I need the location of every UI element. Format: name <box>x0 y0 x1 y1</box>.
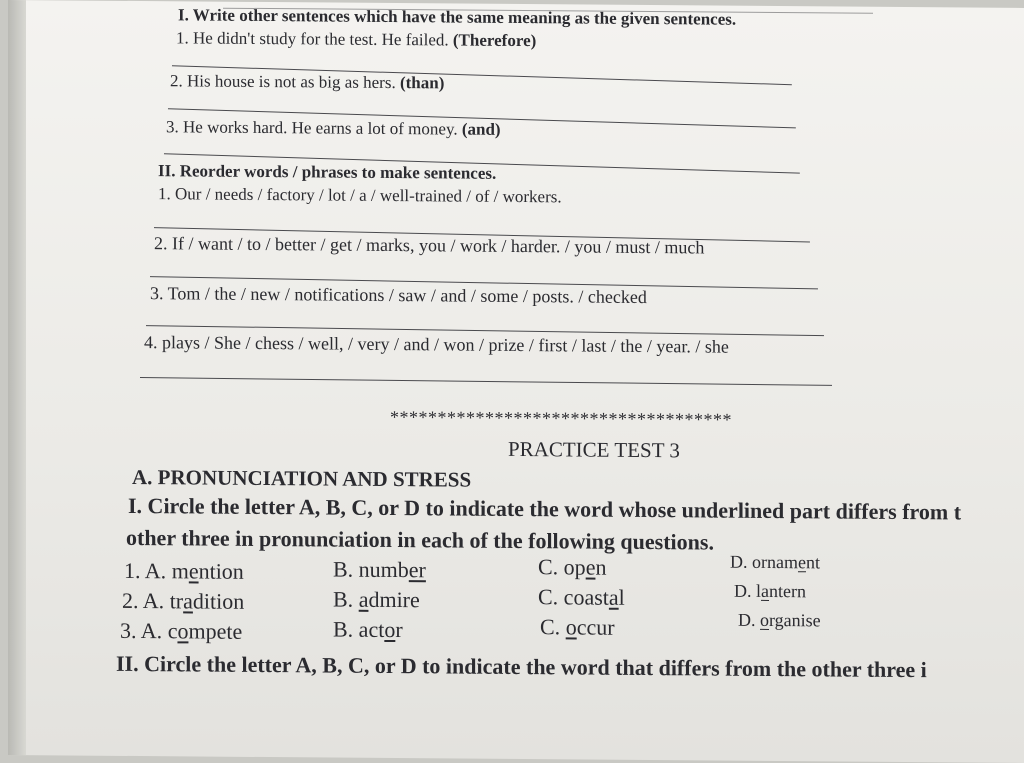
q1-option-a[interactable]: 1. A. mention <box>124 557 244 584</box>
q2-option-c[interactable]: C. coastal <box>538 584 625 610</box>
q3-option-a[interactable]: 3. A. compete <box>120 617 243 644</box>
q2-option-d[interactable]: D. lantern <box>734 580 806 602</box>
q3-option-c[interactable]: C. occur <box>540 614 615 640</box>
part-a-instruction-line1: I. Circle the letter A, B, C, or D to indicate the word whose underlined part differs from t <box>128 492 962 525</box>
sec1-item-1-hint: (Therefore) <box>452 30 537 51</box>
test-title: PRACTICE TEST 3 <box>508 436 680 463</box>
sec1-item-3 <box>166 117 501 140</box>
q2-option-b[interactable]: B. admire <box>333 586 420 613</box>
sec1-item-1 <box>176 28 536 51</box>
sec2-item-1: 1. Our / needs / factory / lot / a / well-trained / of / workers. <box>158 184 562 207</box>
answer-line-sec2-4[interactable] <box>140 377 832 386</box>
q1-option-b[interactable]: B. number <box>333 556 426 583</box>
sec1-item-2-hint: (than) <box>399 73 445 93</box>
q1-option-d[interactable]: D. ornament <box>730 551 820 573</box>
sec2-item-4: 4. plays / She / chess / well, / very / and / won / prize / first / last / the / year. / she <box>144 332 729 357</box>
part-a-heading: A. PRONUNCIATION AND STRESS <box>132 464 472 492</box>
section-2-heading: II. Reorder words / phrases to make sentences. <box>158 161 497 183</box>
part-a-instruction-line2: other three in pronunciation in each of the following questions. <box>126 524 714 555</box>
sec1-item-2-text: 2. His house is not as big as hers. <box>170 71 396 93</box>
section-1-heading: I. Write other sentences which have the same meaning as the given sentences. <box>178 5 737 29</box>
sec1-item-1-text: 1. He didn't study for the test. He failed. <box>176 28 449 50</box>
page-edge-shadow <box>8 0 26 755</box>
sec1-item-3-hint: (and) <box>461 119 501 139</box>
sec1-item-2 <box>170 71 444 93</box>
sec2-item-3: 3. Tom / the / new / notifications / saw / and / some / posts. / checked <box>150 283 647 308</box>
worksheet-page <box>8 0 1024 763</box>
asterisk-divider: ************************************ <box>390 407 732 430</box>
q3-option-d[interactable]: D. organise <box>738 609 821 631</box>
q3-option-b[interactable]: B. actor <box>333 616 403 643</box>
part-a-instruction-2: II. Circle the letter A, B, C, or D to indicate the word that differs from the other three i <box>116 650 927 683</box>
sec2-item-2: 2. If / want / to / better / get / marks, you / work / harder. / you / must / much <box>154 233 705 258</box>
q1-option-c[interactable]: C. open <box>538 554 607 580</box>
sec1-item-3-text: 3. He works hard. He earns a lot of money. <box>166 117 458 139</box>
q2-option-a[interactable]: 2. A. tradition <box>122 587 245 614</box>
